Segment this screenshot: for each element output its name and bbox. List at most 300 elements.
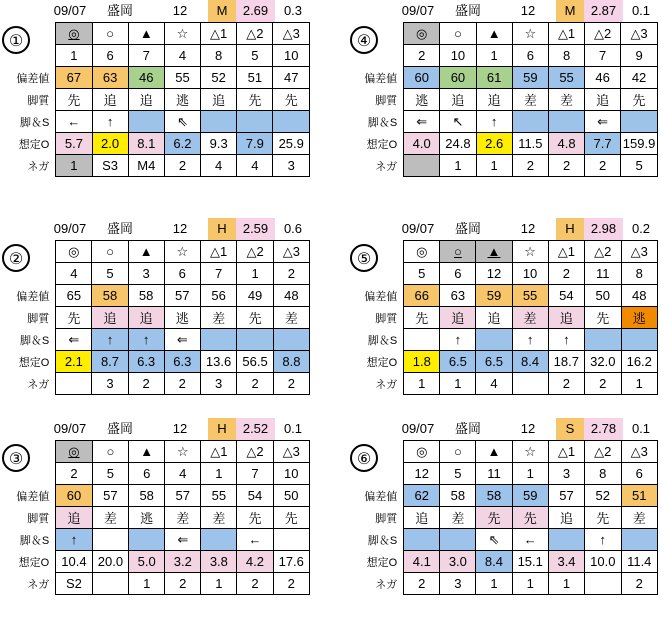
race-panel <box>0 0 310 173</box>
expected-odds-cell: 8.4 <box>512 351 548 373</box>
leg-speed-cell: ← <box>237 529 273 551</box>
running-style-cell: 追 <box>128 89 164 111</box>
deviation-cell: 65 <box>56 285 92 307</box>
row-label: 脚質 <box>375 94 398 107</box>
negative-cell: 2 <box>585 155 621 177</box>
mark-cell: ☆ <box>165 441 201 463</box>
row-label: 偏差値 <box>16 72 50 85</box>
running-style-cell: 差 <box>92 507 128 529</box>
negative-cell: 4 <box>237 155 273 177</box>
expected-odds-cell: 18.7 <box>548 351 584 373</box>
horse-number-cell: 4 <box>164 45 200 67</box>
row-label: 脚＆S <box>19 116 50 129</box>
row-label: 想定O <box>366 356 398 369</box>
running-style-cell: 追 <box>476 307 512 329</box>
mark-cell: ◎ <box>404 241 440 263</box>
row-label: ネガ <box>27 578 50 591</box>
race-header <box>348 418 658 440</box>
race-panel <box>0 418 310 591</box>
running-style-cell: 差 <box>512 307 548 329</box>
horse-number-cell: 1 <box>476 45 512 67</box>
horse-number-row <box>350 45 658 67</box>
score-diff: 0.1 <box>631 421 651 436</box>
venue-name: 盛岡 <box>454 421 481 436</box>
deviation-cell: 57 <box>92 485 128 507</box>
deviation-cell: 48 <box>621 285 657 307</box>
leg-speed-cell <box>273 111 310 133</box>
running-style-cell: 先 <box>585 507 621 529</box>
leg-speed-cell: ↑ <box>512 329 548 351</box>
expected-odds-cell: 6.3 <box>128 351 164 373</box>
leg-speed-cell <box>440 529 476 551</box>
negative-cell <box>585 573 621 595</box>
horse-number-cell: 4 <box>56 263 92 285</box>
leg-speed-cell: ↑ <box>128 329 164 351</box>
horse-number-cell: 2 <box>404 45 440 67</box>
running-style-cell: 先 <box>404 307 440 329</box>
running-style-row <box>2 307 310 329</box>
leg-speed-cell: ↑ <box>440 329 476 351</box>
running-style-row <box>2 89 310 111</box>
leg-speed-cell: ↑ <box>56 529 92 551</box>
deviation-cell: 51 <box>237 67 273 89</box>
running-style-cell: 追 <box>92 307 128 329</box>
leg-speed-cell <box>273 529 309 551</box>
row-label: 想定O <box>18 356 50 369</box>
leg-speed-cell: ⇐ <box>404 111 440 133</box>
negative-cell: 2 <box>548 373 584 395</box>
deviation-cell: 54 <box>237 485 273 507</box>
mark-cell: ○ <box>440 23 476 45</box>
mark-cell: ◎ <box>56 23 92 45</box>
negative-cell: 1 <box>548 573 584 595</box>
running-style-cell: 先 <box>273 507 309 529</box>
expected-odds-cell: 24.8 <box>440 133 476 155</box>
leg-speed-cell <box>548 529 584 551</box>
venue-name: 盛岡 <box>106 221 133 236</box>
row-label: ネガ <box>27 160 50 173</box>
negative-cell: 1 <box>476 155 512 177</box>
leg-speed-cell <box>621 111 658 133</box>
race-number: 12 <box>520 421 536 436</box>
leg-speed-cell <box>237 111 273 133</box>
negative-cell: S2 <box>56 573 92 595</box>
leg-speed-row <box>350 329 658 351</box>
race-date: 09/07 <box>401 221 435 236</box>
mark-cell: △1 <box>549 23 585 45</box>
leg-speed-row <box>2 329 310 351</box>
deviation-cell: 58 <box>440 485 476 507</box>
leg-speed-cell: ⇐ <box>164 329 200 351</box>
negative-cell <box>404 155 440 177</box>
running-style-cell: 逃 <box>129 507 165 529</box>
panel-number: ④ <box>350 26 378 54</box>
race-number: 12 <box>172 3 188 18</box>
panel-number: ② <box>2 244 30 272</box>
running-style-cell: 追 <box>92 89 128 111</box>
leg-speed-cell <box>404 329 440 351</box>
negative-cell: 2 <box>128 373 164 395</box>
leg-speed-cell <box>404 529 440 551</box>
leg-speed-cell <box>621 329 657 351</box>
negative-row <box>350 155 658 177</box>
negative-cell: 4 <box>201 155 237 177</box>
horse-number-cell: 5 <box>404 263 440 285</box>
mark-cell: ○ <box>92 23 128 45</box>
deviation-cell: 52 <box>585 485 621 507</box>
expected-odds-row <box>350 351 658 373</box>
score-diff: 0.2 <box>631 221 651 236</box>
deviation-cell: 50 <box>273 485 309 507</box>
prediction-table <box>2 440 310 595</box>
running-style-cell: 逃 <box>404 89 440 111</box>
horse-number-cell: 4 <box>165 463 201 485</box>
horse-number-cell: 12 <box>404 463 440 485</box>
race-panel <box>348 418 658 591</box>
expected-odds-cell: 32.0 <box>585 351 621 373</box>
horse-number-cell: 3 <box>548 463 584 485</box>
expected-odds-cell: 5.0 <box>129 551 165 573</box>
horse-number-cell: 5 <box>440 463 476 485</box>
horse-number-cell: 5 <box>92 463 128 485</box>
mark-cell: △2 <box>585 23 621 45</box>
leg-speed-cell <box>585 329 621 351</box>
row-label: 想定O <box>366 556 398 569</box>
running-style-cell: 逃 <box>164 89 200 111</box>
leg-speed-cell <box>200 329 236 351</box>
deviation-cell: 58 <box>476 485 512 507</box>
expected-odds-cell: 6.5 <box>476 351 512 373</box>
deviation-cell: 59 <box>512 67 548 89</box>
negative-cell: S3 <box>92 155 128 177</box>
row-label: 偏差値 <box>364 490 398 503</box>
leg-speed-cell: ← <box>56 111 92 133</box>
race-header <box>348 0 658 22</box>
horse-number-cell: 6 <box>512 45 548 67</box>
horse-number-cell: 6 <box>440 263 476 285</box>
deviation-cell: 60 <box>404 67 440 89</box>
mark-cell: ☆ <box>164 23 200 45</box>
deviation-cell: 57 <box>548 485 584 507</box>
venue-name: 盛岡 <box>454 3 481 18</box>
negative-cell: 1 <box>476 573 512 595</box>
row-label: ネガ <box>375 160 398 173</box>
expected-odds-cell: 17.6 <box>273 551 309 573</box>
deviation-cell: 57 <box>165 485 201 507</box>
race-number: 12 <box>520 3 536 18</box>
running-style-cell: 逃 <box>621 307 657 329</box>
negative-cell: 5 <box>621 155 658 177</box>
leg-speed-cell: ⇖ <box>476 529 512 551</box>
horse-number-cell: 10 <box>273 463 309 485</box>
deviation-cell: 46 <box>585 67 621 89</box>
expected-odds-cell: 16.2 <box>621 351 657 373</box>
running-style-cell: 差 <box>201 507 237 529</box>
negative-cell: 1 <box>201 573 237 595</box>
mark-cell: △2 <box>585 441 621 463</box>
horse-number-cell: 10 <box>273 45 310 67</box>
score-value: 2.87 <box>584 0 623 22</box>
running-style-cell: 先 <box>621 89 658 111</box>
negative-cell: 3 <box>440 573 476 595</box>
deviation-cell: 48 <box>273 285 309 307</box>
expected-odds-cell: 5.7 <box>56 133 92 155</box>
deviation-cell: 63 <box>440 285 476 307</box>
grade-badge: H <box>556 218 584 240</box>
mark-cell: △1 <box>548 241 584 263</box>
expected-odds-cell: 4.2 <box>237 551 273 573</box>
race-date: 09/07 <box>53 3 87 18</box>
negative-cell: 3 <box>92 373 128 395</box>
running-style-row <box>350 89 658 111</box>
running-style-cell: 先 <box>273 89 310 111</box>
negative-row <box>350 373 658 395</box>
negative-row <box>2 573 310 595</box>
expected-odds-cell: 4.8 <box>549 133 585 155</box>
deviation-cell: 58 <box>128 285 164 307</box>
mark-cell: ▲ <box>128 241 164 263</box>
horse-number-cell: 3 <box>128 263 164 285</box>
mark-cell: ▲ <box>128 23 164 45</box>
leg-speed-cell: ⇐ <box>165 529 201 551</box>
negative-cell: 2 <box>237 573 273 595</box>
negative-cell: 2 <box>237 373 273 395</box>
running-style-cell: 追 <box>440 89 476 111</box>
row-label: ネガ <box>375 378 398 391</box>
horse-number-cell: 7 <box>200 263 236 285</box>
expected-odds-cell: 2.0 <box>92 133 128 155</box>
horse-number-row <box>2 45 310 67</box>
prediction-table <box>2 240 310 395</box>
horse-number-cell: 10 <box>440 45 476 67</box>
deviation-cell: 57 <box>164 285 200 307</box>
expected-odds-cell: 13.6 <box>200 351 236 373</box>
expected-odds-cell: 10.4 <box>56 551 92 573</box>
deviation-cell: 55 <box>164 67 200 89</box>
mark-cell: ◎ <box>404 23 440 45</box>
expected-odds-cell: 20.0 <box>92 551 128 573</box>
race-date: 09/07 <box>53 221 87 236</box>
horse-number-row <box>350 263 658 285</box>
deviation-cell: 54 <box>548 285 584 307</box>
horse-number-cell: 7 <box>237 463 273 485</box>
row-label: 想定O <box>18 138 50 151</box>
negative-cell <box>56 373 92 395</box>
expected-odds-row <box>350 133 658 155</box>
running-style-row <box>350 307 658 329</box>
leg-speed-cell <box>273 329 309 351</box>
deviation-cell: 60 <box>440 67 476 89</box>
horse-number-cell: 8 <box>201 45 237 67</box>
running-style-cell: 先 <box>237 507 273 529</box>
expected-odds-cell: 8.8 <box>273 351 309 373</box>
negative-cell: 1 <box>56 155 92 177</box>
horse-number-cell: 9 <box>621 45 658 67</box>
horse-number-cell: 1 <box>512 463 548 485</box>
running-style-row <box>350 507 658 529</box>
leg-speed-cell <box>512 111 548 133</box>
race-number: 12 <box>520 221 536 236</box>
horse-number-cell: 5 <box>237 45 273 67</box>
mark-row <box>350 23 658 45</box>
deviation-cell: 67 <box>56 67 92 89</box>
score-value: 2.59 <box>236 218 275 240</box>
row-label: 想定O <box>366 138 398 151</box>
negative-cell: 3 <box>200 373 236 395</box>
deviation-cell: 59 <box>476 285 512 307</box>
horse-number-row <box>2 263 310 285</box>
negative-cell: 2 <box>404 573 440 595</box>
expected-odds-cell: 8.1 <box>128 133 164 155</box>
venue-name: 盛岡 <box>454 221 481 236</box>
mark-cell: ☆ <box>512 441 548 463</box>
running-style-cell: 先 <box>512 507 548 529</box>
running-style-cell: 追 <box>548 307 584 329</box>
mark-cell: ○ <box>440 241 476 263</box>
expected-odds-cell: 7.9 <box>237 133 273 155</box>
negative-cell: 2 <box>273 373 309 395</box>
horse-number-cell: 2 <box>273 263 309 285</box>
deviation-cell: 55 <box>512 285 548 307</box>
leg-speed-row <box>2 111 310 133</box>
row-label: 脚＆S <box>19 534 50 547</box>
negative-cell: 1 <box>512 573 548 595</box>
expected-odds-cell: 6.3 <box>164 351 200 373</box>
mark-row <box>2 441 310 463</box>
mark-cell: ▲ <box>476 441 512 463</box>
horse-number-cell: 11 <box>476 463 512 485</box>
venue-name: 盛岡 <box>106 3 133 18</box>
deviation-row <box>350 67 658 89</box>
expected-odds-cell: 1.8 <box>404 351 440 373</box>
grade-badge: S <box>556 418 584 440</box>
row-label: 偏差値 <box>364 290 398 303</box>
deviation-cell: 46 <box>128 67 164 89</box>
grade-badge: M <box>208 0 236 22</box>
leg-speed-cell: ↑ <box>92 111 128 133</box>
leg-speed-row <box>350 111 658 133</box>
deviation-cell: 51 <box>621 485 657 507</box>
row-label: 脚＆S <box>367 534 398 547</box>
expected-odds-cell: 8.7 <box>92 351 128 373</box>
running-style-cell: 逃 <box>164 307 200 329</box>
mark-cell: ☆ <box>512 241 548 263</box>
expected-odds-row <box>2 351 310 373</box>
negative-cell: 2 <box>512 155 548 177</box>
running-style-cell: 先 <box>56 307 92 329</box>
row-label: 脚質 <box>27 94 50 107</box>
running-style-cell: 差 <box>273 307 309 329</box>
deviation-cell: 63 <box>92 67 128 89</box>
deviation-cell: 66 <box>404 285 440 307</box>
panel-number: ⑥ <box>350 444 378 472</box>
horse-number-cell: 1 <box>201 463 237 485</box>
deviation-row <box>350 285 658 307</box>
negative-cell: 1 <box>621 373 657 395</box>
expected-odds-cell: 3.0 <box>440 551 476 573</box>
leg-speed-cell <box>621 529 657 551</box>
leg-speed-cell <box>201 529 237 551</box>
running-style-cell: 追 <box>585 89 621 111</box>
mark-cell: ○ <box>92 441 128 463</box>
horse-number-cell: 6 <box>164 263 200 285</box>
expected-odds-cell: 3.4 <box>548 551 584 573</box>
mark-cell: △2 <box>585 241 621 263</box>
deviation-cell: 58 <box>92 285 128 307</box>
running-style-cell: 差 <box>200 307 236 329</box>
score-diff: 0.1 <box>631 3 651 18</box>
negative-cell: 1 <box>440 155 476 177</box>
expected-odds-cell: 6.2 <box>164 133 200 155</box>
mark-cell: ▲ <box>476 241 512 263</box>
mark-row <box>350 241 658 263</box>
score-value: 2.98 <box>584 218 623 240</box>
mark-cell: ○ <box>92 241 128 263</box>
mark-cell: △2 <box>237 441 273 463</box>
horse-number-cell: 7 <box>585 45 621 67</box>
race-header <box>348 218 658 240</box>
deviation-cell: 58 <box>129 485 165 507</box>
leg-speed-cell: ⇐ <box>56 329 92 351</box>
negative-cell: 1 <box>404 373 440 395</box>
horse-number-cell: 5 <box>92 263 128 285</box>
deviation-cell: 42 <box>621 67 658 89</box>
score-value: 2.52 <box>236 418 275 440</box>
mark-cell: ☆ <box>512 23 548 45</box>
running-style-cell: 差 <box>621 507 657 529</box>
race-date: 09/07 <box>53 421 87 436</box>
grade-badge: H <box>208 418 236 440</box>
running-style-cell: 追 <box>476 89 512 111</box>
deviation-row <box>2 285 310 307</box>
row-label: ネガ <box>27 378 50 391</box>
mark-cell: △2 <box>237 23 273 45</box>
horse-number-cell: 10 <box>512 263 548 285</box>
horse-number-cell: 6 <box>92 45 128 67</box>
expected-odds-cell: 8.4 <box>476 551 512 573</box>
expected-odds-cell: 11.5 <box>512 133 548 155</box>
mark-row <box>350 441 658 463</box>
negative-cell: 2 <box>273 573 309 595</box>
negative-cell <box>92 573 128 595</box>
horse-number-row <box>350 463 658 485</box>
deviation-row <box>2 67 310 89</box>
running-style-row <box>2 507 310 529</box>
mark-cell: ◎ <box>404 441 440 463</box>
leg-speed-row <box>350 529 658 551</box>
score-diff: 0.3 <box>283 3 303 18</box>
running-style-cell: 追 <box>404 507 440 529</box>
running-style-cell: 先 <box>237 89 273 111</box>
leg-speed-cell <box>549 111 585 133</box>
negative-cell: 1 <box>129 573 165 595</box>
score-value: 2.78 <box>584 418 623 440</box>
mark-cell: △3 <box>273 241 309 263</box>
negative-row <box>2 155 310 177</box>
leg-speed-cell: ↖ <box>440 111 476 133</box>
horse-number-cell: 8 <box>585 463 621 485</box>
expected-odds-cell: 7.7 <box>585 133 621 155</box>
mark-cell: △2 <box>237 241 273 263</box>
negative-cell <box>512 373 548 395</box>
horse-number-cell: 1 <box>56 45 92 67</box>
mark-cell: △3 <box>621 23 658 45</box>
horse-number-cell: 6 <box>621 463 657 485</box>
negative-cell: 2 <box>165 573 201 595</box>
negative-row <box>350 573 658 595</box>
negative-row <box>2 373 310 395</box>
running-style-cell: 追 <box>56 507 92 529</box>
